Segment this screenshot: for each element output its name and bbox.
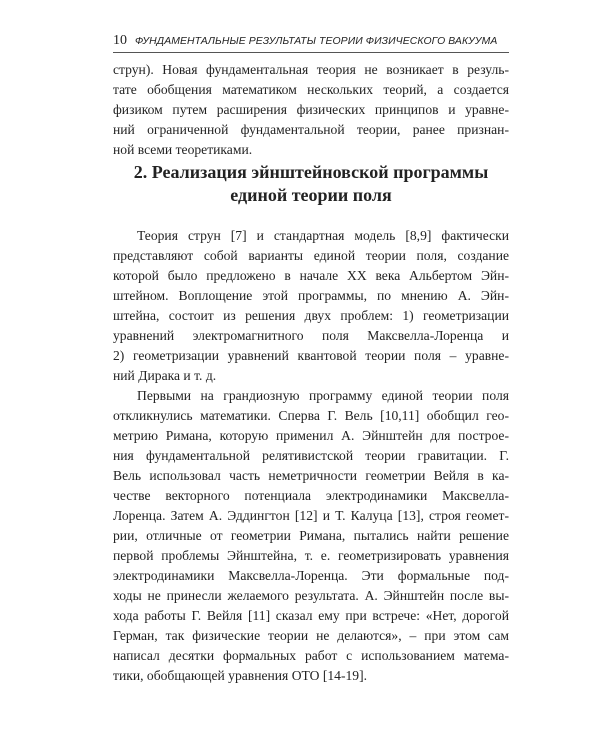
paragraph-1 [113,226,509,386]
text-line: которой было предложено в начале XX века Альбертом Эйн- [113,268,509,283]
section-heading [113,161,509,207]
text-line: физиком путем расширения физических принципов и уравне- [113,102,509,117]
text-line: метрию Римана, которую применил А. Эйнштейн для построе- [113,428,509,443]
running-header [113,33,509,53]
text-line: уравнений электромагнитного поля Максвелла-Лоренца и [113,328,509,343]
running-title: ФУНДАМЕНТАЛЬНЫЕ РЕЗУЛЬТАТЫ ТЕОРИИ ФИЗИЧЕСКОГО ВАКУУМА [135,36,498,47]
intro-paragraph [113,60,509,160]
text-line: первой проблемы Эйнштейна, т. е. геометризировать уравнения [113,548,509,563]
text-line: рии, отличные от геометрии Римана, пытались найти решение [113,528,509,543]
main-text [113,226,509,686]
section-title-line: единой теории поля [230,185,392,205]
text-line: штейном. Воплощение этой программы, по мнению А. Эйн- [113,288,509,303]
text-line: струн). Новая фундаментальная теория не возникает в резуль- [113,62,509,77]
text-line: Лоренца. Затем А. Эддингтон [12] и Т. Калуца [13], строя геомет- [113,508,509,523]
text-line: ной всеми теоретиками. [113,142,253,157]
text-line: Первыми на грандиозную программу единой теории поля [137,388,509,403]
text-line: откликнулись математики. Сперва Г. Вель [10,11] обобщил гео- [113,408,509,423]
text-line: штейна, состоит из решения двух проблем: 1) геометризации [113,308,509,323]
text-line: честве векторного потенциала электродинамики Максвелла- [113,488,509,503]
text-line: ний Дирака и т. д. [113,368,217,383]
text-line: ходы не принесли желаемого результата. А. Эйнштейн после вы- [113,588,509,603]
text-line: написал десятки формальных работ с использованием матема- [113,648,509,663]
text-line: ния фундаментальной релятивистской теории гравитации. Г. [113,448,509,463]
text-line: хода работы Г. Вейля [11] сказал ему при встрече: «Нет, дорогой [113,608,509,623]
text-line: электродинамики Максвелла-Лоренца. Эти формальные под- [113,568,509,583]
text-line: Герман, так физические теории не делаются», – при этом сам [113,628,509,643]
text-line: ний ограниченной фундаментальной теории, ранее признан- [113,122,509,137]
page-number: 10 [113,33,127,48]
text-line: 2) геометризации уравнений квантовой теории поля – уравне- [113,348,509,363]
text-line: тате обобщения математиком нескольких теорий, а создается [113,82,509,97]
text-line: представляют собой варианты единой теории поля, создание [113,248,509,263]
paragraph-2 [113,386,509,686]
section-title-line: 2. Реализация эйнштейновской программы [133,162,489,182]
text-line: тики, обобщающей уравнения ОТО [14-19]. [113,668,368,683]
text-line: Теория струн [7] и стандартная модель [8,9] фактически [137,228,509,243]
text-line: Вель использовал часть неметричности геометрии Вейля в ка- [113,468,509,483]
